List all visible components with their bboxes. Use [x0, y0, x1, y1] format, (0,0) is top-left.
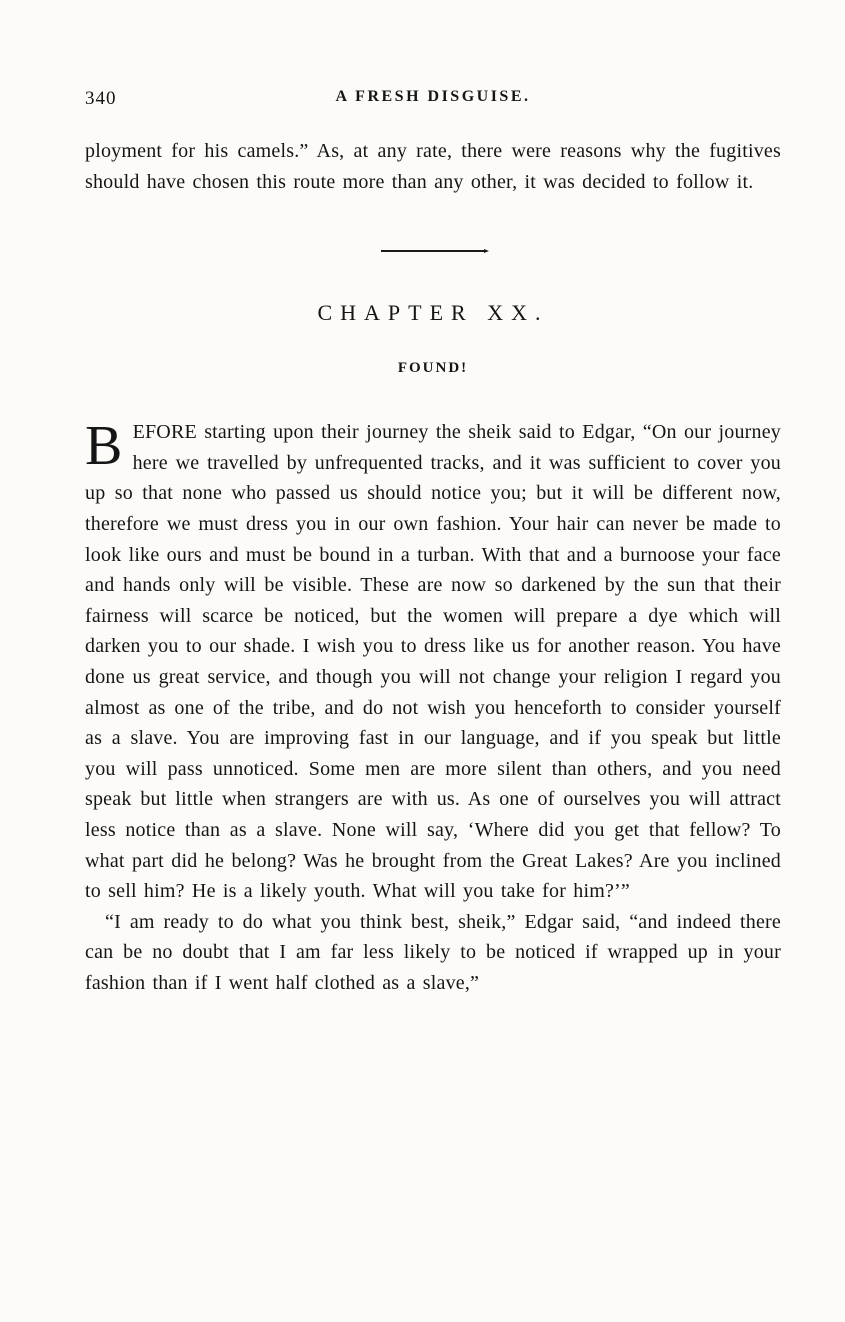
dialogue-paragraph: “I am ready to do what you think best, sheik,” Edgar said, “and indeed there can be no doubt that I am far less likely to be noticed if wrapped up in your fashion than if I went half clothed as a slave,” [85, 910, 781, 994]
running-title: A FRESH DISGUISE. [335, 88, 531, 105]
page-number: 340 [85, 88, 117, 109]
paragraph-continuation: ployment for his camels.” As, at any rate, there were reasons why the fugitives should have chosen this route more than any other, it was decided to follow it. [85, 140, 781, 193]
opening-paragraph-text: EFORE starting upon their journey the sheik said to Edgar, “On our journey here we travelled by unfrequented tracks, and it was sufficient to cover you up so that none who passed us should notice you; but it will be different now, therefore we must dress you in our own fashion. Your hair can never be made to look like ours and must be bound in a turban. With that and a burnoose your face and hands only will be visible. These are now so darkened by the sun that their fairness will scarce be noticed, but the women will prepare a dye which will darken you to our shade. I wish you to dress like us for another reason. You have done us great service, and though you will not change your religion I regard you almost as one of the tribe, and do not wish you henceforth to consider yourself as a slave. You are improving fast in our language, and if you speak but little you will pass unnoticed. Some men are more silent than others, and you need speak but little when strangers are with us. As one of ourselves you will attract less notice than as a slave. None will say, ‘Where did you get that fellow? To what part did he belong? Was he brought from the Great Lakes? Are you inclined to sell him? He is a likely youth. What will you take for him?’” [85, 421, 781, 903]
opening-paragraph [85, 417, 781, 907]
running-header [85, 88, 781, 112]
chapter-heading: CHAPTER XX. [317, 300, 549, 326]
drop-cap: B [85, 415, 123, 478]
section-divider [381, 250, 485, 252]
chapter-subtitle: FOUND! [397, 360, 469, 377]
